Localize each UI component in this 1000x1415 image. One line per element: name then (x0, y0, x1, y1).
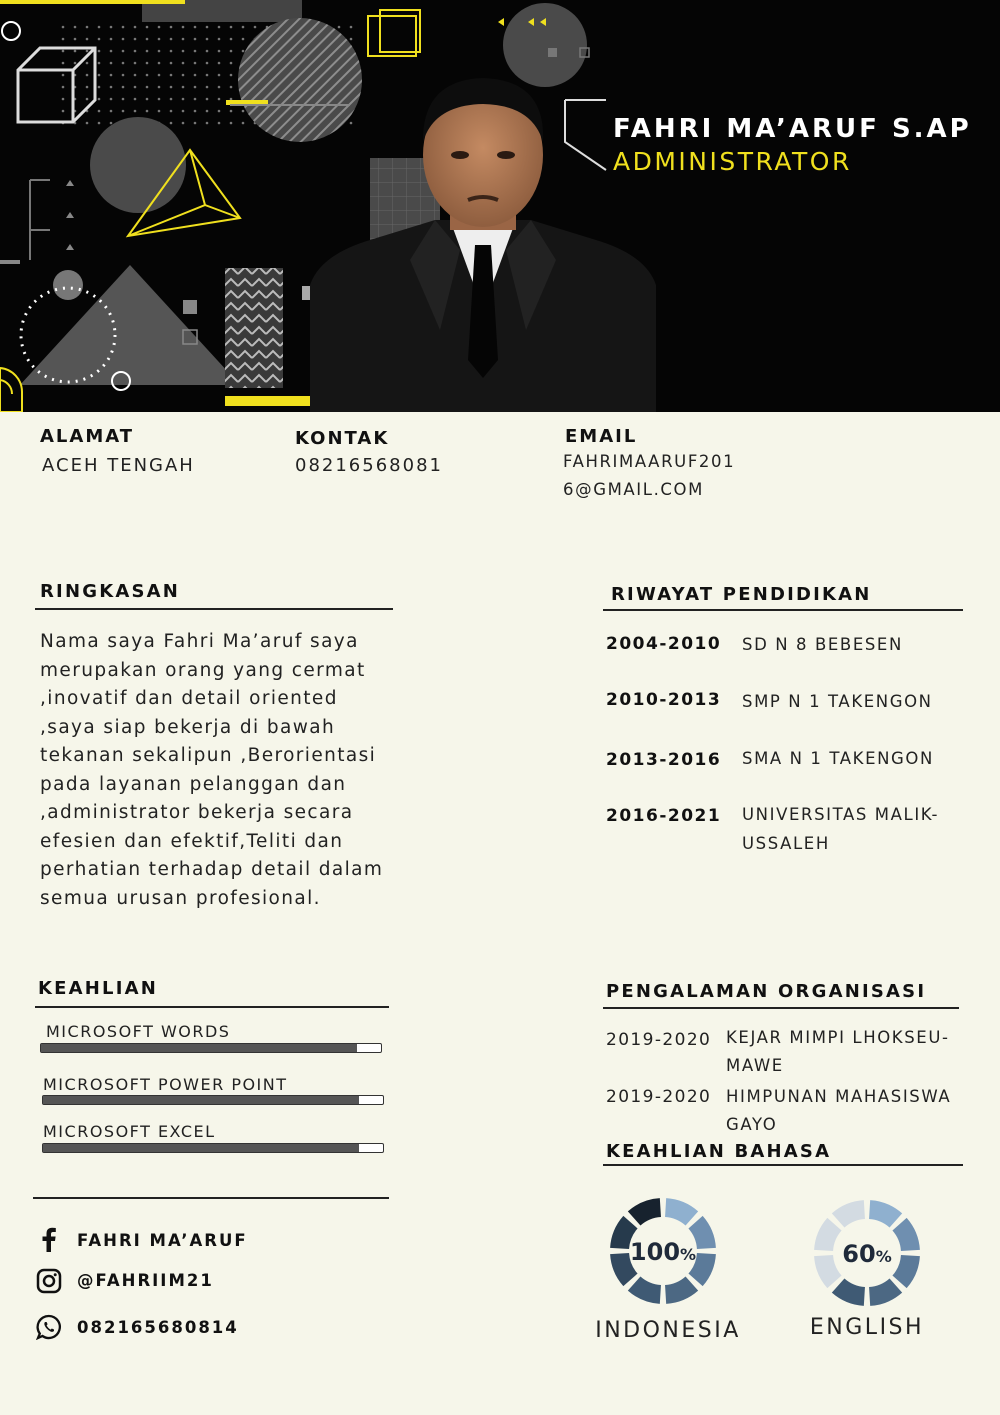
summary-line: merupakan orang yang cermat (40, 659, 366, 681)
skill-bar-fill (41, 1044, 357, 1052)
email-value-line1: FAHRIMAARUF201 (563, 452, 736, 471)
instagram-handle[interactable]: @FAHRIIM21 (77, 1271, 214, 1290)
email-label: EMAIL (565, 426, 638, 447)
summary-divider (35, 608, 393, 610)
education-years: 2013-2016 (606, 750, 722, 770)
language-ring-segment (832, 1200, 865, 1227)
candidate-name: FAHRI MA’ARUF S.AP (613, 114, 972, 144)
language-chart-indonesia (608, 1196, 718, 1306)
summary-line: pada layanan pelanggan dan (40, 773, 347, 795)
summary-line: perhatian terhadap detail dalam (40, 859, 384, 880)
organization-years: 2019-2020 (606, 1030, 712, 1050)
language-ring-segment (892, 1218, 919, 1251)
education-years: 2004-2010 (606, 634, 722, 654)
organization-name: KEJAR MIMPI LHOKSEU-MAWE (726, 1028, 950, 1075)
skills-heading: KEAHLIAN (38, 978, 159, 999)
skill-bar-fill (43, 1096, 359, 1104)
skill-bar-fill (43, 1144, 359, 1152)
summary-line: ,inovatif dan detail oriented (40, 688, 338, 709)
social-divider (33, 1197, 389, 1199)
summary-line: ,administrator bekerja secara (40, 802, 354, 823)
address-label: ALAMAT (40, 426, 135, 447)
skills-divider (35, 1006, 389, 1008)
education-divider (603, 609, 963, 611)
address-value: ACEH TENGAH (42, 455, 195, 476)
education-heading: RIWAYAT PENDIDIKAN (611, 584, 872, 605)
language-ring-segment (892, 1255, 919, 1288)
language-name: INDONESIA (595, 1318, 741, 1343)
summary-line: ,saya siap bekerja di bawah (40, 716, 336, 738)
language-ring-segment (628, 1198, 661, 1225)
organizations-heading: PENGALAMAN ORGANISASI (606, 981, 927, 1002)
education-school: SD N 8 BEBESEN (742, 635, 903, 654)
facebook-handle[interactable]: FAHRI MA’ARUF (77, 1231, 248, 1250)
education-years: 2010-2013 (606, 690, 722, 710)
education-school: SMP N 1 TAKENGON (742, 692, 933, 711)
education-school: SMA N 1 TAKENGON (742, 749, 934, 768)
profile-photo (310, 60, 656, 412)
education-years: 2016-2021 (606, 806, 722, 826)
instagram-icon[interactable] (36, 1268, 62, 1294)
organizations-divider (603, 1007, 959, 1009)
skill-bar (42, 1095, 384, 1105)
language-name: ENGLISH (809, 1315, 925, 1340)
whatsapp-icon[interactable] (36, 1314, 62, 1340)
language-ring-segment (869, 1200, 902, 1227)
summary-line: efesien dan efektif,Teliti dan (40, 830, 344, 852)
skill-label: MICROSOFT WORDS (46, 1022, 231, 1041)
language-chart-english (812, 1198, 922, 1308)
summary-heading: RINGKASAN (40, 581, 181, 602)
phone-value: 08216568081 (295, 455, 443, 476)
education-school: UNIVERSITAS MALIK-USSALEH (742, 805, 940, 853)
organization-years: 2019-2020 (606, 1087, 712, 1107)
language-percent-value: 60 (842, 1240, 876, 1268)
candidate-role: ADMINISTRATOR (613, 147, 852, 176)
language-ring-segment (814, 1255, 841, 1288)
language-percent-sign: % (875, 1247, 892, 1266)
skill-bar (40, 1043, 382, 1053)
language-ring-segment (665, 1276, 698, 1303)
language-ring-segment (814, 1218, 841, 1251)
language-percent-sign: % (680, 1245, 697, 1264)
summary-line: semua urusan profesional. (40, 887, 321, 909)
languages-heading: KEAHLIAN BAHASA (606, 1141, 832, 1162)
languages-divider (603, 1164, 963, 1166)
language-ring-segment (869, 1278, 902, 1305)
skill-label: MICROSOFT EXCEL (43, 1122, 216, 1141)
language-percent-value: 100 (629, 1238, 681, 1266)
language-ring-segment (628, 1276, 661, 1303)
language-percent (842, 1240, 891, 1268)
skill-bar (42, 1143, 384, 1153)
facebook-icon[interactable] (36, 1226, 62, 1252)
whatsapp-number[interactable]: 082165680814 (77, 1318, 239, 1337)
language-ring-segment (665, 1198, 698, 1225)
language-percent (630, 1238, 696, 1266)
summary-line: Nama saya Fahri Ma’aruf saya (40, 631, 359, 652)
summary-line: tekanan sekalipun ,Berorientasi (40, 745, 377, 766)
email-value-line2: 6@GMAIL.COM (563, 480, 704, 499)
header-banner (0, 0, 1000, 412)
organization-name: HIMPUNAN MAHASISWA GAYO (726, 1087, 952, 1134)
language-ring-segment (688, 1216, 715, 1249)
summary-text (40, 628, 410, 913)
skill-label: MICROSOFT POWER POINT (43, 1075, 288, 1094)
phone-label: KONTAK (295, 428, 390, 449)
language-ring-segment (832, 1278, 865, 1305)
